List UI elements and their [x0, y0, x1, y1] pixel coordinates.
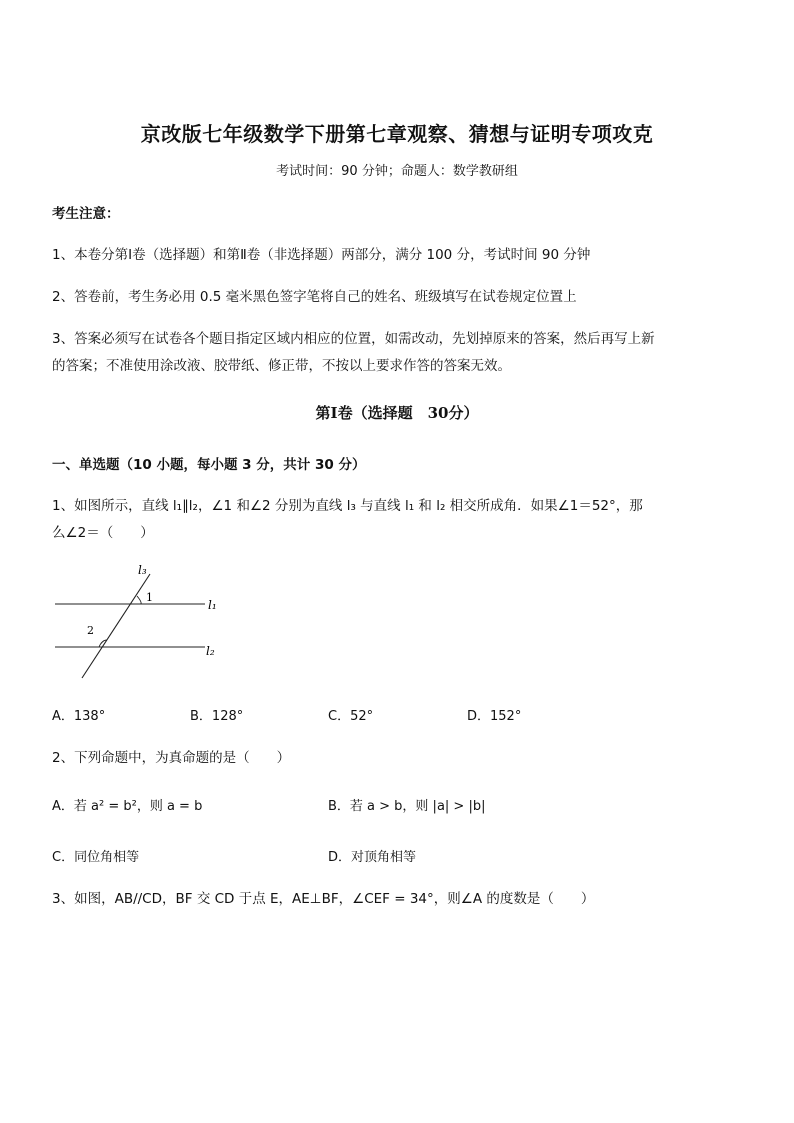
notice-item-1: 1、本卷分第Ⅰ卷（选择题）和第Ⅱ卷（非选择题）两部分，满分 100 分，考试时间 90 分钟: [52, 247, 591, 263]
question-1-stem-cont: 么∠2＝（ ）: [52, 525, 154, 541]
question-2-stem: 2、下列命题中，为真命题的是（ ）: [52, 750, 291, 766]
question-1-option-b[interactable]: B．128°: [190, 709, 244, 724]
label-l2: l₂: [206, 644, 215, 658]
question-2-option-d[interactable]: D．对顶角相等: [328, 850, 417, 865]
question-1-option-d[interactable]: D．152°: [467, 709, 522, 724]
notice-item-3: 3、答案必须写在试卷各个题目指定区域内相应的位置，如需改动，先划掉原来的答案，然后再写上新: [52, 331, 655, 347]
question-1-option-a[interactable]: A．138°: [52, 709, 106, 724]
angle-1-arc: [137, 596, 141, 604]
label-angle-2: 2: [87, 624, 94, 637]
notice-heading: 考生注意：: [52, 206, 120, 222]
exam-info: 考试时间：90 分钟；命题人：数学教研组: [276, 164, 518, 179]
question-3-stem: 3、如图，AB//CD，BF 交 CD 于点 E，AE⊥BF，∠CEF = 34°，则∠A 的度数是（ ）: [52, 891, 595, 907]
label-angle-1: 1: [146, 591, 153, 604]
label-l1: l₁: [208, 598, 217, 612]
notice-item-2: 2、答卷前，考生务必用 0.5 毫米黑色签字笔将自己的姓名、班级填写在试卷规定位置上: [52, 289, 577, 305]
section-title: 第Ⅰ卷（选择题 30分）: [315, 404, 479, 422]
question-1-stem: 1、如图所示，直线 l₁∥l₂，∠1 和∠2 分别为直线 l₃ 与直线 l₁ 和 l₂ 相交所成角．如果∠1＝52°，那: [52, 498, 643, 514]
page-title: 京改版七年级数学下册第七章观察、猜想与证明专项攻克: [140, 122, 654, 146]
notice-item-3-cont: 的答案；不准使用涂改液、胶带纸、修正带，不按以上要求作答的答案无效。: [52, 358, 511, 374]
part-title: 一、单选题（10 小题，每小题 3 分，共计 30 分）: [52, 457, 366, 473]
question-2-option-c[interactable]: C．同位角相等: [52, 850, 140, 865]
question-1-option-c[interactable]: C．52°: [328, 709, 374, 724]
parallel-lines-figure: [50, 560, 230, 685]
label-l3: l₃: [138, 563, 147, 577]
question-2-option-b[interactable]: B．若 a > b，则 |a| > |b|: [328, 799, 486, 814]
question-2-option-a[interactable]: A．若 a² = b²，则 a = b: [52, 799, 203, 814]
